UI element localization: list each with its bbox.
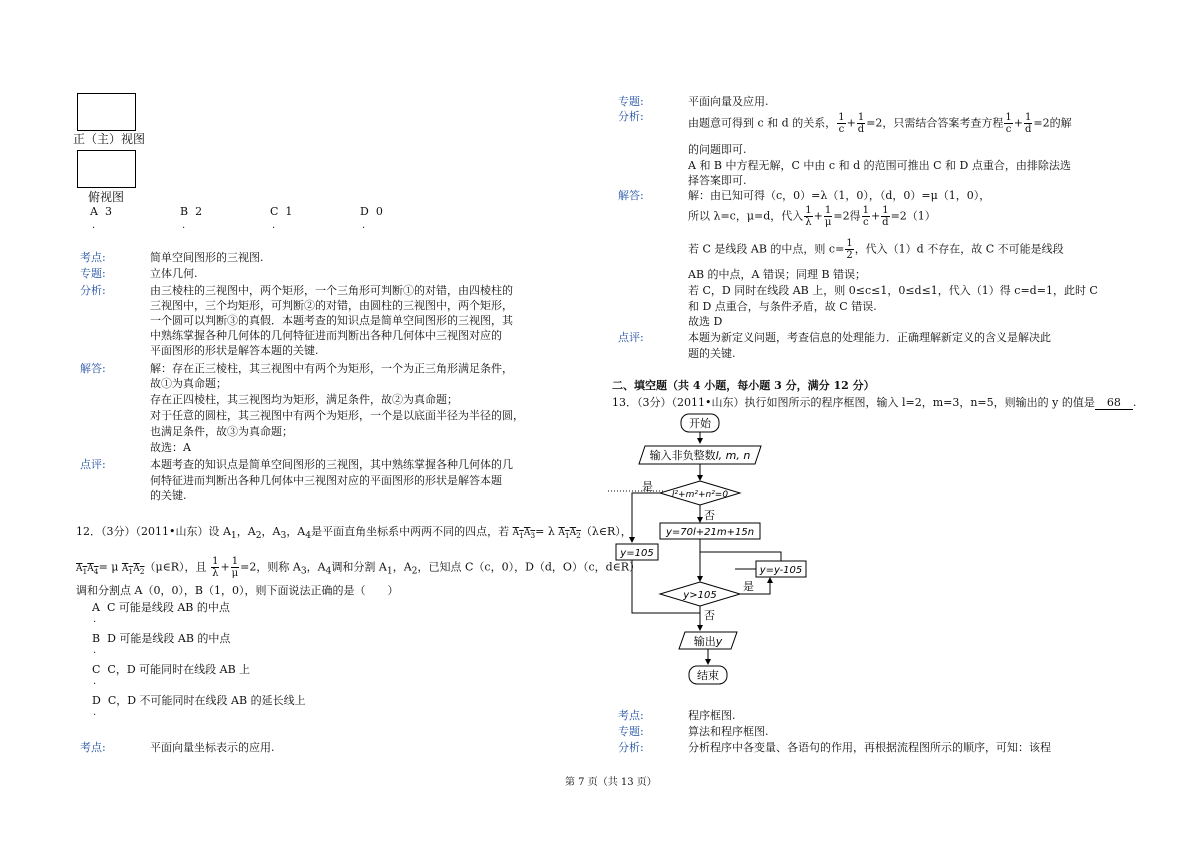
q12-fenxi-line: 择答案即可.	[688, 174, 747, 187]
flow-no-2: 否	[704, 609, 715, 622]
q11-fenxi-line: 中熟练掌握各种几何体的几何特征进而判断出各种几何体中三视图对应的	[150, 329, 502, 342]
flow-output-text: 输出y	[693, 635, 723, 648]
q11-dianping-line: 何特征进而判断出各种几何体中三视图对应的平面图形的形状是解答本题	[150, 474, 502, 487]
q12-jieda-line2: 所以 λ=c，μ=d，代入 $\frac{1}{\lambda}$ + $\frac{1}{\mu}$ =2得 $\frac{1}{c}$ + $\frac{1}{d}$ =2（1）	[688, 205, 936, 228]
q13-kaodian-text: 程序框图.	[688, 709, 736, 722]
q12-jieda-line3: 若 C 是线段 AB 的中点，则 c= $\frac{1}{2}$ ，代入（1）d 不存在，故 C 不可能是线段	[688, 238, 1064, 261]
q12-fenxi-line: 的问题即可.	[688, 143, 747, 156]
top-view-box	[77, 150, 136, 188]
q13-zhuanti-label: 专题:	[618, 725, 644, 738]
flow-yes-2: 是	[743, 580, 754, 593]
flow-ysub-text: y=y-105	[759, 565, 803, 576]
top-view-label: 俯视图	[88, 190, 125, 204]
q13-stem: 13．（3分）（2011•山东）执行如图所示的程序框图，输入 l=2，m=3，n=5，则输出的 y 的值是 68 .	[612, 396, 1137, 409]
q13-fenxi-text: 分析程序中各变量、各语句的作用，再根据流程图所示的顺序，可知：该程	[688, 741, 1051, 754]
q11-jieda-line: 故①为真命题；	[150, 377, 227, 390]
q11-jieda-line: 故选：A	[150, 441, 191, 454]
q12-fenxi-line: A 和 B 中方程无解，C 中由 c 和 d 的范围可推出 C 和 D 点重合，由排除法选	[688, 159, 1071, 172]
q12-dianping-line: 本题为新定义问题，考查信息的处理能力．正确理解新定义的含义是解决此	[688, 331, 1051, 344]
flowchart	[600, 405, 830, 690]
q11-dianping-label: 点评:	[80, 458, 106, 471]
q13-fenxi-label: 分析:	[618, 741, 644, 754]
section-heading-fill-blank: 二、填空题（共 4 小题，每小题 3 分，满分 12 分）	[612, 379, 875, 392]
q12-kaodian-label: 考点:	[80, 741, 106, 754]
q13-kaodian-label: 考点:	[618, 709, 644, 722]
flow-no-1: 否	[704, 509, 715, 522]
q11-option-d: D 0	[360, 205, 383, 218]
q11-kaodian-text: 简单空间图形的三视图.	[150, 251, 264, 264]
q11-dianping-line: 的关键.	[150, 489, 187, 502]
q12-dianping-label: 点评:	[618, 331, 644, 344]
q12-dianping-line: 题的关键.	[688, 347, 736, 360]
q11-fenxi-line: 平面图形的形状是解答本题的关键.	[150, 344, 319, 357]
q11-kaodian-label: 考点:	[80, 251, 106, 264]
q11-zhuanti-label: 专题:	[80, 267, 106, 280]
flow-y105-text: y=105	[620, 548, 654, 559]
flow-cond1-text: l²+m²+n²=0	[671, 490, 729, 500]
q12-stem-line1: 12．（3分）（2011•山东）设 $A_1$，$A_2$，$A_3$，$A_4$是平面直角坐标系中两两不同的四点，若 $A_1A_3= \lambda$ $A_1A_2(\lambda\in R)$，	[76, 525, 632, 542]
q11-option-a: A 3	[90, 205, 112, 218]
flow-input-text: 输入非负整数l, m, n	[649, 449, 751, 462]
flow-start-text: 开始	[689, 417, 711, 430]
q11-option-c: C 1	[270, 205, 293, 218]
q12-jieda-line: 若 C，D 同时在线段 AB 上，则 0≤c≤1，0≤d≤1，代入（1）得 c=d=1，此时 C	[688, 284, 1098, 297]
q12-jieda-line: AB 的中点，A 错误；同理 B 错误；	[688, 268, 867, 281]
q12-kaodian-text: 平面向量坐标表示的应用.	[150, 741, 275, 754]
q11-zhuanti-text: 立体几何.	[150, 267, 198, 280]
q12-option-b: B D 可能是线段 AB 的中点	[92, 632, 231, 645]
q11-fenxi-label: 分析:	[80, 284, 106, 297]
q12-jieda-line1: 解：由已知可得（c，0）=λ（1，0），（d，0）=μ（1，0），	[688, 189, 991, 202]
q11-jieda-line: 存在正四棱柱，其三视图均为矩形，满足条件，故②为真命题；	[150, 393, 458, 406]
front-view-label: 正（主）视图	[73, 132, 146, 146]
flow-assign-text: y=70l+21m+15n	[665, 527, 755, 538]
q12-stem-line2: $A_1A_4= \mu$ $A_1A_2(\mu\in R)$，且 $\frac{1}{\lambda}$ + $\frac{1}{\mu}$ =2，则称 $A_3$，$A_4$调和分割 $A_1$，$A_2$，已知点 C（c，0），D（d，O）（c，d∈R）	[76, 556, 641, 579]
q12-jieda-line: 故选 D	[688, 315, 723, 328]
q12-jieda-line: 和 D 点重合，与条件矛盾，故 C 错误.	[688, 300, 877, 313]
q12-option-d: D C，D 不可能同时在线段 AB 的延长线上	[92, 694, 306, 707]
q12-zhuanti-text: 平面向量及应用.	[688, 95, 769, 108]
q11-jieda-label: 解答:	[80, 362, 106, 375]
page-footer: 第 7 页（共 13 页）	[565, 777, 657, 788]
q12-jieda-label: 解答:	[618, 189, 644, 202]
q13-answer: 68	[1095, 396, 1133, 410]
flow-end-text: 结束	[697, 669, 719, 682]
q11-jieda-line: 对于任意的圆柱，其三视图中有两个为矩形，一个是以底面半径为半径的圆，	[150, 409, 524, 422]
q11-option-b: B 2	[180, 205, 203, 218]
q12-zhuanti-label: 专题:	[618, 95, 644, 108]
q12-stem-line3: 调和分割点 A（0，0），B（1，0），则下面说法正确的是（ ）	[76, 584, 399, 597]
q11-dianping-line: 本题考查的知识点是简单空间图形的三视图，其中熟练掌握各种几何体的几	[150, 458, 513, 471]
q11-fenxi-line: 一个圆可以判断③的真假．本题考查的知识点是简单空间图形的三视图，其	[150, 314, 513, 327]
flow-yes-1: 是	[642, 480, 653, 493]
q11-fenxi-line: 三视图中，三个均矩形，可判断②的对错，由圆柱的三视图中，两个矩形，	[150, 299, 513, 312]
q11-jieda-line: 也满足条件，故③为真命题；	[150, 425, 293, 438]
q11-fenxi-line: 由三棱柱的三视图中，两个矩形，一个三角形可判断①的对错，由四棱柱的	[150, 284, 513, 297]
q12-fenxi-line1: 由题意可得到 c 和 d 的关系， $\frac{1}{c}$ + $\frac{1}{d}$ =2，只需结合答案考查方程 $\frac{1}{c}$ + $\frac{1}{d}$ =2的解	[688, 112, 1072, 135]
q12-fenxi-label: 分析:	[618, 110, 644, 123]
q12-option-c: C C，D 可能同时在线段 AB 上	[92, 663, 251, 676]
q11-jieda-line: 解：存在正三棱柱，其三视图中有两个为矩形，一个为正三角形满足条件，	[150, 362, 513, 375]
q13-zhuanti-text: 算法和程序框图.	[688, 725, 769, 738]
q12-option-a: A C 可能是线段 AB 的中点	[92, 601, 230, 614]
front-view-box	[77, 93, 136, 131]
flow-cond2-text: y>105	[683, 590, 717, 601]
